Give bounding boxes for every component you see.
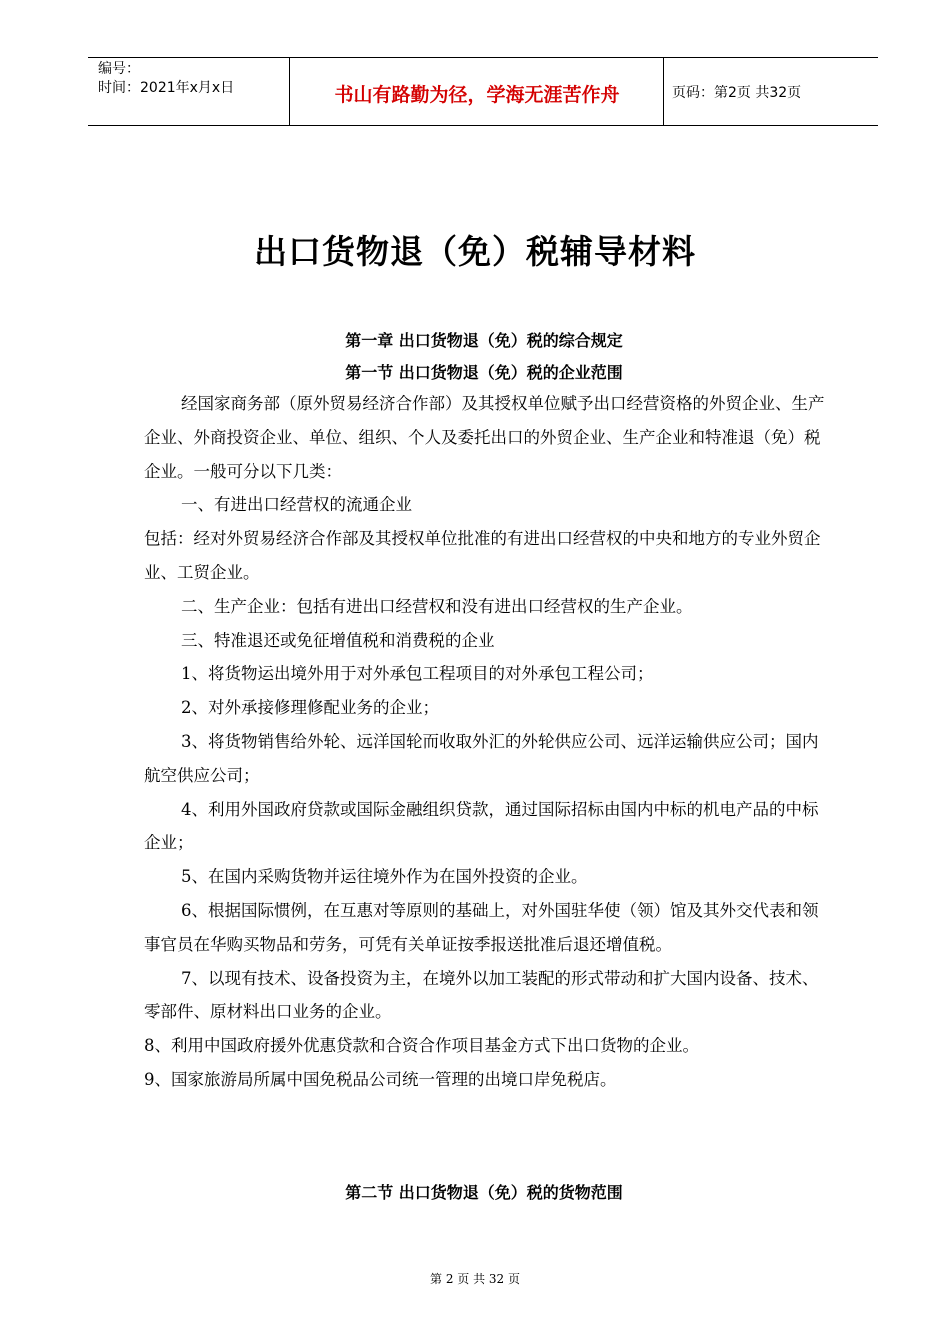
header-table [88, 57, 878, 126]
serial-label: 编号： [98, 61, 140, 77]
paragraph: 1、将货物运出境外用于对外承包工程项目的对外承包工程公司； [181, 664, 654, 684]
body-text [144, 387, 830, 1097]
paragraph: 8、利用中国政府援外优惠贷款和合资合作项目基金方式下出口货物的企业。 [144, 1036, 699, 1056]
paragraph: 二、生产企业：包括有进出口经营权和没有进出口经营权的生产企业。 [181, 596, 693, 616]
document-title: 出口货物退（免）税辅导材料 [254, 232, 696, 271]
header-page-info: 页码：第2页 共32页 [672, 85, 802, 101]
paragraph: 7、以现有技术、设备投资为主，在境外以加工装配的形式带动和扩大国内设备、技术、零部件、原材料出口业务的企业。 [144, 968, 819, 1022]
paragraph: 2、对外承接修理修配业务的企业； [181, 698, 439, 718]
header-meta [98, 60, 234, 98]
paragraph: 4、利用外国政府贷款或国际金融组织贷款，通过国际招标由国内中标的机电产品的中标企业； [144, 799, 819, 853]
section-heading: 第一节 出口货物退（免）税的企业范围 [345, 363, 623, 382]
section-heading: 第二节 出口货物退（免）税的货物范围 [345, 1183, 623, 1202]
chapter-heading: 第一章 出口货物退（免）税的综合规定 [345, 331, 623, 350]
paragraph: 一、有进出口经营权的流通企业 [181, 495, 412, 515]
paragraph: 5、在国内采购货物并运往境外作为在国外投资的企业。 [181, 867, 588, 887]
paragraph: 3、将货物销售给外轮、远洋国轮而收取外汇的外轮供应公司、远洋运输供应公司；国内航空供应公司； [144, 731, 819, 785]
paragraph: 9、国家旅游局所属中国免税品公司统一管理的出境口岸免税店。 [144, 1069, 617, 1089]
paragraph: 包括：经对外贸易经济合作部及其授权单位批准的有进出口经营权的中央和地方的专业外贸企业、工贸企业。 [144, 529, 821, 582]
paragraph: 三、特准退还或免征增值税和消费税的企业 [181, 630, 495, 650]
header-divider [663, 58, 664, 125]
time-label: 时间：2021年x月x日 [98, 80, 235, 96]
header-divider [289, 58, 290, 125]
paragraph: 经国家商务部（原外贸易经济合作部）及其授权单位赋予出口经营资格的外贸企业、生产企业、外商投资企业、单位、组织、个人及委托出口的外贸企业、生产企业和特准退（免）税企业。一般可分以下几类： [144, 394, 825, 481]
page-footer: 第 2 页 共 32 页 [430, 1272, 520, 1286]
paragraph: 6、根据国际惯例，在互惠对等原则的基础上，对外国驻华使（领）馆及其外交代表和领事官员在华购买物品和劳务，可凭有关单证按季报送批准后退还增值税。 [144, 900, 819, 954]
header-motto: 书山有路勤为径，学海无涯苦作舟 [334, 84, 620, 106]
